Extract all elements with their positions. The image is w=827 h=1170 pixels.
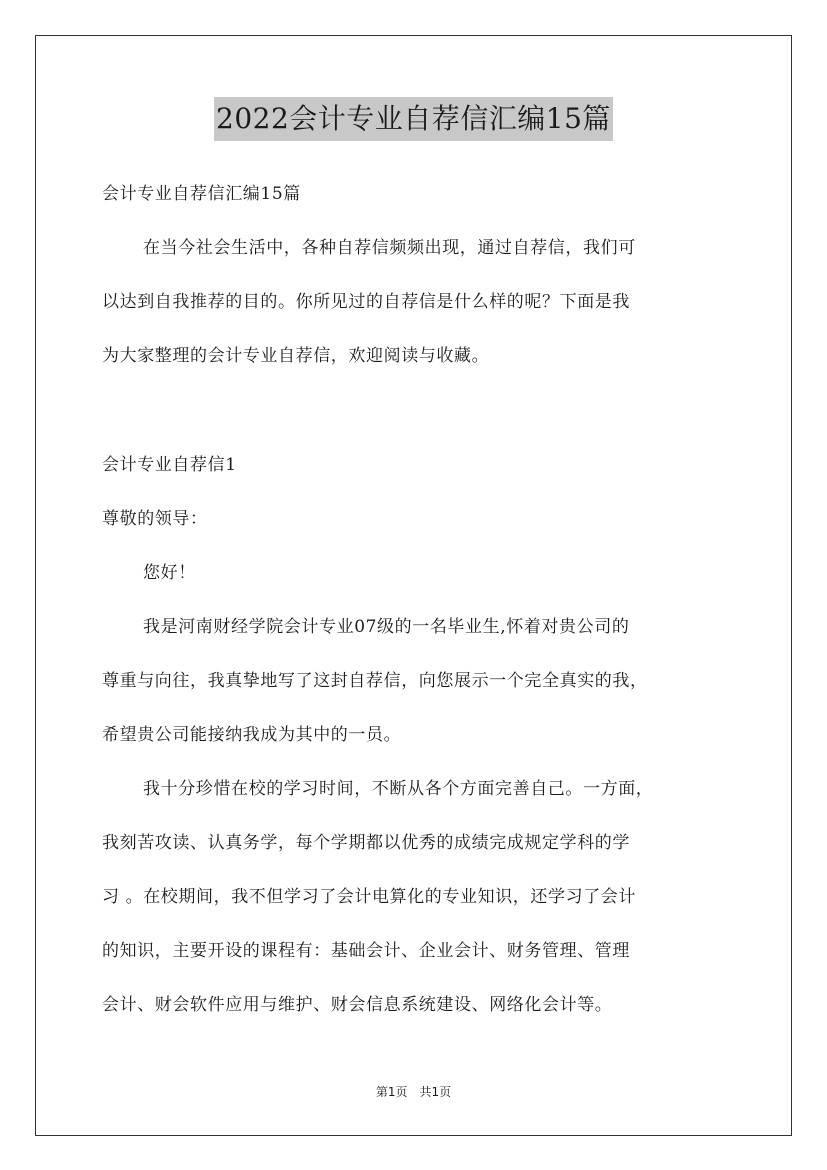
paragraph2-line-5: 会计、财会软件应用与维护、财会信息系统建设、网络化会计等。 — [102, 995, 613, 1015]
page-footer — [0, 1083, 827, 1101]
paragraph2-line-2: 我刻苦攻读、认真务学，每个学期都以优秀的成绩完成规定学科的学 — [102, 833, 630, 853]
page-number: 第1页 共1页 — [375, 1085, 452, 1099]
intro-line-2: 以达到自我推荐的目的。你所见过的自荐信是什么样的呢？下面是我 — [102, 292, 630, 312]
paragraph1-line-1: 我是河南财经学院会计专业07级的一名毕业生,怀着对贵公司的 — [143, 617, 630, 637]
section-heading: 会计专业自荐信1 — [102, 455, 237, 475]
intro-line-1: 在当今社会生活中，各种自荐信频频出现，通过自荐信，我们可 — [143, 238, 636, 258]
salutation: 尊敬的领导： — [102, 509, 208, 529]
paragraph1-line-3: 希望贵公司能接纳我成为其中的一员。 — [102, 725, 402, 745]
paragraph1-line-2: 尊重与向往，我真挚地写了这封自荐信，向您展示一个完全真实的我， — [102, 671, 648, 691]
title-container — [0, 97, 827, 141]
intro-line-3: 为大家整理的会计专业自荐信，欢迎阅读与收藏。 — [102, 346, 490, 366]
paragraph2-line-4: 的知识，主要开设的课程有：基础会计、企业会计、财务管理、管理 — [102, 941, 630, 961]
paragraph2-line-1: 我十分珍惜在校的学习时间，不断从各个方面完善自己。一方面， — [143, 779, 654, 799]
paragraph2-line-3: 习 。在校期间，我不但学习了会计电算化的专业知识，还学习了会计 — [102, 887, 637, 907]
document-subtitle: 会计专业自荐信汇编15篇 — [102, 184, 301, 204]
document-title: 2022会计专业自荐信汇编15篇 — [214, 97, 613, 141]
greeting: 您好！ — [143, 563, 196, 583]
